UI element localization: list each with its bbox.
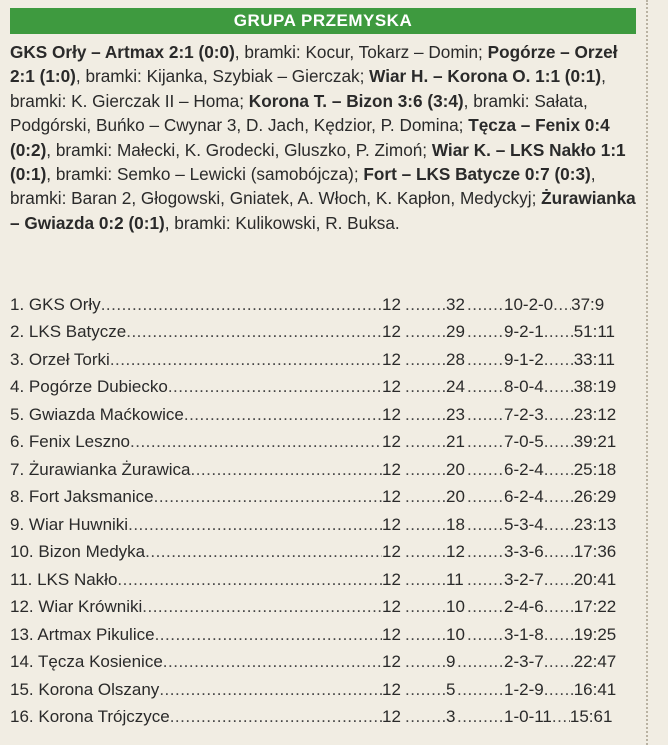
team-cell [10, 405, 382, 425]
dot-leader-segment [544, 570, 574, 590]
dot-leader [552, 707, 570, 727]
match-scorers: , bramki: Kijanka, Szybiak – Gierczak; [75, 66, 370, 87]
match-score: Korona T. – Bizon 3:6 (3:4) [248, 90, 464, 111]
dot-leader-segment [467, 570, 504, 590]
standings-table [10, 287, 642, 727]
dot-leader [184, 405, 382, 425]
dot-leader-segment [405, 680, 446, 700]
goal-ratio: 17:36 [573, 542, 617, 561]
match-score: Fort – LKS Batycze 0:7 (0:3) [363, 164, 591, 185]
team-name: 2. LKS Batycze [10, 322, 127, 341]
dot-leader [159, 680, 382, 700]
match-score: GKS Orły – Artmax 2:1 (0:0) [10, 42, 235, 62]
match-scorers: , bramki: Kulikowski, R. Buksa. [164, 212, 400, 233]
goal-ratio: 23:13 [573, 514, 617, 534]
win-draw-loss: 3-2-7 [504, 569, 544, 589]
dot-leader-segment [405, 460, 446, 480]
dot-leader [110, 350, 382, 370]
dot-leader [405, 570, 446, 590]
dot-leader [457, 680, 504, 700]
standings-row [10, 342, 642, 370]
match-score: Tęcza – Fenix 0:4 (0:2) [10, 115, 610, 160]
points: 3 [446, 707, 456, 726]
win-draw-loss: 1-2-9 [504, 679, 544, 699]
page-edge-perforation [644, 0, 648, 745]
goal-ratio: 25:18 [573, 459, 617, 479]
match-scorers: , bramki: K. Gierczak II – Homa; [10, 66, 606, 111]
standings-row [10, 370, 642, 398]
win-draw-loss: 6-2-4 [504, 487, 544, 506]
team-cell [10, 322, 382, 342]
dot-leader [467, 350, 504, 370]
dot-leader [405, 295, 446, 315]
points: 29 [446, 322, 465, 341]
win-draw-loss: 9-2-1 [504, 322, 544, 341]
team-name: 5. Gwiazda Maćkowice [10, 404, 184, 424]
dot-leader [544, 542, 574, 562]
dot-leader-segment [544, 542, 574, 562]
team-cell [10, 515, 382, 535]
dot-leader-segment [467, 377, 504, 397]
dot-leader [405, 460, 446, 480]
dot-leader [405, 487, 446, 507]
team-name: 4. Pogórze Dubiecko [10, 377, 168, 396]
team-cell [10, 652, 382, 672]
team-name: 11. LKS Nakło [10, 569, 118, 589]
dot-leader-segment [405, 405, 446, 425]
dot-leader-segment [405, 597, 446, 617]
matches-played: 12 [382, 377, 401, 396]
dot-leader-segment [405, 350, 446, 370]
match-score: Żurawianka – Gwiazda 0:2 (0:1) [10, 188, 636, 233]
dot-leader-segment [544, 597, 574, 617]
points: 18 [446, 514, 465, 534]
standings-row [10, 452, 642, 480]
matches-played: 12 [382, 432, 401, 451]
dot-leader [467, 460, 504, 480]
team-cell [10, 680, 382, 700]
team-name: 14. Tęcza Kosienice [10, 652, 163, 671]
match-scorers: , bramki: Kocur, Tokarz – Domin; [234, 42, 488, 62]
dot-leader-segment [405, 570, 446, 590]
section-header [10, 8, 636, 34]
dot-leader [126, 322, 382, 342]
goal-ratio: 51:11 [573, 322, 615, 341]
team-name: 16. Korona Trójczyce [10, 707, 170, 726]
goal-ratio: 16:41 [573, 679, 617, 699]
team-name: 15. Korona Olszany [10, 679, 160, 699]
team-name: 7. Żurawianka Żurawica [10, 459, 191, 479]
standings-row [10, 562, 642, 590]
goal-ratio: 37:9 [571, 294, 605, 314]
win-draw-loss: 3-1-8 [504, 624, 544, 644]
match-scorers: , bramki: Baran 2, Głogowski, Gniatek, A. Włoch, K. Kapłon, Medyckyj; [10, 164, 596, 209]
standings-row [10, 700, 642, 728]
dot-leader [544, 487, 574, 507]
dot-leader-segment [457, 652, 504, 672]
matches-played: 12 [382, 459, 401, 479]
dot-leader [544, 460, 574, 480]
matches-played: 12 [382, 679, 401, 699]
dot-leader-segment [467, 322, 504, 342]
dot-leader [128, 515, 382, 535]
match-results [10, 40, 640, 235]
team-cell [10, 377, 382, 397]
dot-leader [101, 295, 382, 315]
dot-leader-segment [405, 487, 446, 507]
points: 12 [446, 542, 465, 561]
goal-ratio: 38:19 [573, 377, 617, 396]
dot-leader-segment [405, 625, 446, 645]
points: 20 [446, 487, 465, 506]
dot-leader-segment [544, 625, 574, 645]
dot-leader [405, 377, 446, 397]
dot-leader [405, 405, 446, 425]
team-cell [10, 460, 382, 480]
dot-leader [405, 707, 446, 727]
standings-row [10, 425, 642, 453]
dot-leader [457, 707, 504, 727]
dot-leader [142, 597, 382, 617]
matches-played: 12 [382, 514, 401, 534]
dot-leader [467, 597, 504, 617]
matches-played: 12 [382, 707, 401, 726]
dot-leader-segment [467, 350, 504, 370]
match-scorers: , bramki: Semko – Lewicki (samobójcza); [46, 164, 364, 185]
dot-leader-segment [552, 707, 570, 727]
team-cell [10, 487, 382, 507]
dot-leader [170, 707, 382, 727]
goal-ratio: 39:21 [573, 432, 617, 451]
dot-leader-segment [544, 322, 574, 342]
standings-row [10, 645, 642, 673]
dot-leader-segment [544, 405, 574, 425]
dot-leader [467, 377, 504, 397]
dot-leader-segment [467, 542, 504, 562]
dot-leader-segment [544, 460, 574, 480]
dot-leader [405, 515, 446, 535]
dot-leader [405, 542, 446, 562]
dot-leader-segment [467, 295, 504, 315]
dot-leader-segment [544, 432, 574, 452]
matches-played: 12 [382, 569, 401, 589]
matches-played: 12 [382, 404, 401, 424]
team-name: 9. Wiar Huwniki [10, 514, 129, 534]
dot-leader [168, 377, 382, 397]
dot-leader-segment [544, 680, 574, 700]
dot-leader-segment [544, 515, 574, 535]
dot-leader-segment [467, 515, 504, 535]
standings-row [10, 480, 642, 508]
dot-leader [405, 597, 446, 617]
dot-leader [544, 680, 574, 700]
match-score: Wiar K. – LKS Nakło 1:1 (0:1) [10, 139, 626, 185]
dot-leader-segment [544, 652, 574, 672]
win-draw-loss: 10-2-0 [504, 294, 554, 314]
points: 24 [446, 377, 465, 396]
standings-row [10, 507, 642, 535]
points: 20 [446, 459, 465, 479]
dot-leader [467, 625, 504, 645]
dot-leader-segment [405, 322, 446, 342]
team-name: 8. Fort Jaksmanice [10, 487, 154, 506]
matches-played: 12 [382, 322, 401, 341]
win-draw-loss: 5-3-4 [504, 514, 544, 534]
team-name: 6. Fenix Leszno [10, 432, 131, 451]
team-cell [10, 295, 382, 315]
win-draw-loss: 8-0-4 [504, 377, 544, 396]
dot-leader-segment [405, 377, 446, 397]
dot-leader-segment [544, 350, 574, 370]
standings-row [10, 397, 642, 425]
win-draw-loss: 2-4-6 [504, 597, 544, 616]
team-cell [10, 350, 382, 370]
dot-leader [544, 570, 574, 590]
match-scorers: , bramki: Sałata, Podgórski, Buńko – Cwynar 3, D. Jach, Kędzior, P. Domina; [10, 90, 588, 136]
win-draw-loss: 3-3-6 [504, 542, 544, 561]
dot-leader [467, 487, 504, 507]
standings-row [10, 287, 642, 315]
dot-leader [155, 625, 382, 645]
team-name: 12. Wiar Krówniki [10, 597, 143, 616]
win-draw-loss: 7-2-3 [504, 404, 544, 424]
dot-leader [467, 322, 504, 342]
dot-leader [544, 515, 574, 535]
section-title: GRUPA PRZEMYSKA [233, 11, 413, 30]
standings-row [10, 672, 642, 700]
points: 9 [446, 652, 456, 671]
dot-leader [544, 597, 574, 617]
win-draw-loss: 2-3-7 [504, 652, 544, 671]
matches-played: 12 [382, 487, 401, 506]
dot-leader-segment [467, 597, 504, 617]
win-draw-loss: 1-0-11 [504, 707, 552, 726]
dot-leader [467, 405, 504, 425]
win-draw-loss: 6-2-4 [504, 459, 544, 479]
dot-leader-segment [457, 680, 504, 700]
points: 11 [446, 569, 464, 589]
dot-leader-segment [457, 707, 504, 727]
team-cell [10, 570, 382, 590]
goal-ratio: 20:41 [573, 569, 617, 589]
dot-leader [190, 460, 382, 480]
match-scorers: , bramki: Małecki, K. Grodecki, Gluszko, P. Zimoń; [46, 139, 432, 160]
team-cell [10, 625, 382, 645]
points: 10 [446, 597, 465, 616]
dot-leader-segment [405, 707, 446, 727]
team-name: 3. Orzeł Torki [10, 349, 110, 369]
dot-leader-segment [405, 295, 446, 315]
dot-leader [405, 652, 446, 672]
match-score: Wiar H. – Korona O. 1:1 (0:1) [369, 66, 602, 87]
dot-leader-segment [544, 487, 574, 507]
dot-leader-segment [467, 432, 504, 452]
team-name: 1. GKS Orły [10, 294, 101, 314]
dot-leader-segment [467, 487, 504, 507]
dot-leader-segment [467, 405, 504, 425]
dot-leader [457, 652, 504, 672]
dot-leader [467, 542, 504, 562]
matches-played: 12 [382, 597, 401, 616]
dot-leader-segment [467, 460, 504, 480]
points: 32 [446, 294, 465, 314]
dot-leader [405, 322, 446, 342]
points: 23 [446, 404, 465, 424]
dot-leader [544, 432, 574, 452]
dot-leader [544, 625, 574, 645]
points: 21 [446, 432, 465, 451]
dot-leader-segment [544, 377, 574, 397]
dot-leader [117, 570, 382, 590]
matches-played: 12 [382, 349, 401, 369]
goal-ratio: 23:12 [573, 404, 617, 424]
dot-leader-segment [553, 295, 571, 315]
dot-leader [544, 322, 574, 342]
points: 28 [446, 349, 465, 369]
matches-played: 12 [382, 624, 401, 644]
dot-leader [405, 432, 446, 452]
goal-ratio: 19:25 [573, 624, 617, 644]
standings-row [10, 535, 642, 563]
team-cell [10, 597, 382, 617]
dot-leader [145, 542, 382, 562]
dot-leader [467, 295, 504, 315]
win-draw-loss: 9-1-2 [504, 349, 544, 369]
goal-ratio: 26:29 [573, 487, 617, 506]
dot-leader-segment [405, 652, 446, 672]
team-name: 13. Artmax Pikulice [10, 624, 155, 644]
dot-leader [467, 570, 504, 590]
matches-played: 12 [382, 542, 401, 561]
matches-played: 12 [382, 294, 401, 314]
dot-leader-segment [405, 515, 446, 535]
dot-leader [544, 652, 574, 672]
dot-leader [544, 350, 574, 370]
dot-leader [405, 350, 446, 370]
dot-leader [405, 625, 446, 645]
points: 5 [446, 679, 456, 699]
goal-ratio: 33:11 [573, 349, 615, 369]
match-score: Pogórze – Orzeł 2:1 (1:0) [10, 42, 618, 87]
team-cell [10, 542, 382, 562]
dot-leader [154, 487, 382, 507]
dot-leader [544, 377, 574, 397]
team-cell [10, 707, 382, 727]
dot-leader [553, 295, 571, 315]
dot-leader [405, 680, 446, 700]
team-name: 10. Bizon Medyka [10, 542, 146, 561]
dot-leader [467, 515, 504, 535]
standings-row [10, 617, 642, 645]
dot-leader [467, 432, 504, 452]
dot-leader [163, 652, 382, 672]
goal-ratio: 17:22 [573, 597, 617, 616]
team-cell [10, 432, 382, 452]
dot-leader-segment [405, 542, 446, 562]
standings-row [10, 315, 642, 343]
dot-leader-segment [467, 625, 504, 645]
goal-ratio: 22:47 [573, 652, 617, 671]
matches-played: 12 [382, 652, 401, 671]
goal-ratio: 15:61 [569, 707, 613, 726]
dot-leader-segment [405, 432, 446, 452]
standings-row [10, 590, 642, 618]
dot-leader [130, 432, 382, 452]
dot-leader [544, 405, 574, 425]
points: 10 [446, 624, 465, 644]
win-draw-loss: 7-0-5 [504, 432, 544, 451]
